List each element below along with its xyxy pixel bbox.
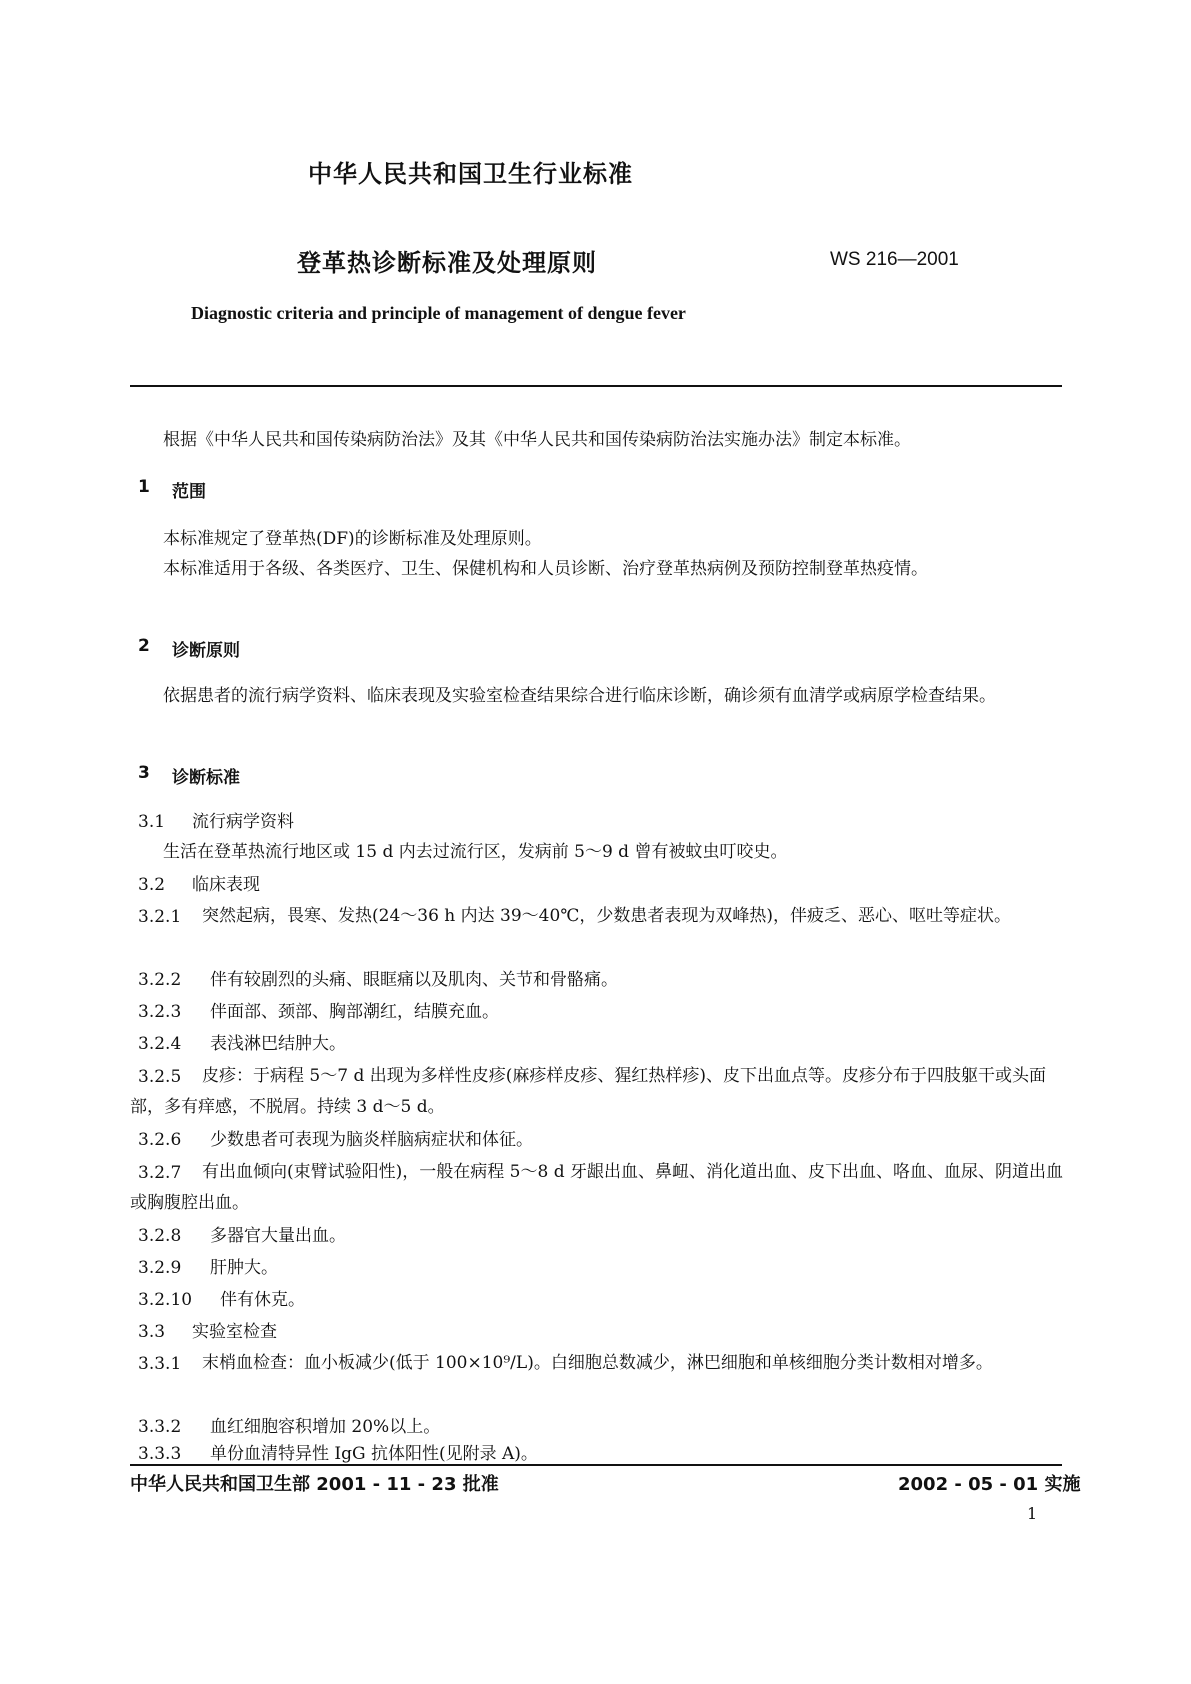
item-number: 3.2.7 <box>138 1163 182 1183</box>
section-1-number: 1 <box>138 477 150 497</box>
header-rule <box>130 385 1062 387</box>
item-text: 有出血倾向(束臂试验阳性)，一般在病程 5～8 d 牙龈出血、鼻衄、消化道出血、皮下出血、咯血、血尿、阴道出血或胸腹腔出血。 <box>130 1162 1063 1213</box>
item-text: 流行病学资料 <box>192 812 294 832</box>
item-text: 多器官大量出血。 <box>210 1226 346 1246</box>
document-title-en: Diagnostic criteria and principle of management of dengue fever <box>191 303 686 323</box>
effective-date: 2002 - 05 - 01 实施 <box>898 1474 1081 1495</box>
section-3-number: 3 <box>138 763 150 783</box>
item-text: 生活在登革热流行地区或 15 d 内去过流行区，发病前 5～9 d 曾有被蚊虫叮咬史。 <box>163 842 788 862</box>
preamble: 根据《中华人民共和国传染病防治法》及其《中华人民共和国传染病防治法实施办法》制定本标准。 <box>163 430 911 450</box>
section-1-paragraph-1: 本标准规定了登革热(DF)的诊断标准及处理原则。 <box>163 529 542 549</box>
item-number: 3.3.1 <box>138 1354 182 1374</box>
standard-type-heading: 中华人民共和国卫生行业标准 <box>308 160 633 188</box>
item-number: 3.2.1 <box>138 907 182 927</box>
item-number: 3.3 <box>138 1322 166 1342</box>
item-text: 临床表现 <box>192 875 260 895</box>
standard-code: WS 216—2001 <box>830 249 959 270</box>
section-2-paragraph-1: 依据患者的流行病学资料、临床表现及实验室检查结果综合进行临床诊断，确诊须有血清学或病原学检查结果。 <box>163 686 996 706</box>
section-3-title: 诊断标准 <box>172 768 240 788</box>
item-number: 3.1 <box>138 812 166 832</box>
approval-line: 中华人民共和国卫生部 2001 - 11 - 23 批准 <box>130 1474 499 1495</box>
item-text: 末梢血检查：血小板减少(低于 100×10⁹/L)。白细胞总数减少，淋巴细胞和单核细胞分类计数相对增多。 <box>202 1353 993 1373</box>
item-number: 3.3.2 <box>138 1417 182 1437</box>
section-2-title: 诊断原则 <box>172 641 240 661</box>
item-number: 3.2.2 <box>138 970 182 990</box>
item-text: 皮疹：于病程 5～7 d 出现为多样性皮疹(麻疹样皮疹、猩红热样疹)、皮下出血点等。皮疹分布于四肢躯干或头面部，多有痒感，不脱屑。持续 3 d～5 d。 <box>130 1066 1046 1117</box>
item-text: 伴有休克。 <box>220 1290 305 1310</box>
item-number: 3.3.3 <box>138 1444 182 1464</box>
item-text: 少数患者可表现为脑炎样脑病症状和体征。 <box>210 1130 533 1150</box>
item-text: 血红细胞容积增加 20%以上。 <box>210 1417 441 1437</box>
section-2-number: 2 <box>138 636 150 656</box>
item-number: 3.2.9 <box>138 1258 182 1278</box>
item-text: 伴面部、颈部、胸部潮红，结膜充血。 <box>210 1002 499 1022</box>
item-text: 伴有较剧烈的头痛、眼眶痛以及肌肉、关节和骨骼痛。 <box>210 970 618 990</box>
document-title-zh: 登革热诊断标准及处理原则 <box>297 249 597 277</box>
item-text: 单份血清特异性 IgG 抗体阳性(见附录 A)。 <box>210 1444 538 1464</box>
item-text: 肝肿大。 <box>210 1258 278 1278</box>
item-number: 3.2 <box>138 875 166 895</box>
item-text: 实验室检查 <box>192 1322 277 1342</box>
footer-rule <box>130 1464 1062 1466</box>
item-number: 3.2.3 <box>138 1002 182 1022</box>
item-text: 突然起病，畏寒、发热(24～36 h 内达 39～40℃，少数患者表现为双峰热)，伴疲乏、恶心、呕吐等症状。 <box>202 906 1011 926</box>
item-number: 3.2.5 <box>138 1067 182 1087</box>
page-number: 1 <box>1027 1504 1038 1523</box>
item-text: 表浅淋巴结肿大。 <box>210 1034 346 1054</box>
section-1-paragraph-2: 本标准适用于各级、各类医疗、卫生、保健机构和人员诊断、治疗登革热病例及预防控制登革热疫情。 <box>163 559 928 579</box>
section-1-title: 范围 <box>172 482 206 502</box>
item-number: 3.2.10 <box>138 1290 193 1310</box>
item-number: 3.2.6 <box>138 1130 182 1150</box>
item-number: 3.2.8 <box>138 1226 182 1246</box>
item-number: 3.2.4 <box>138 1034 182 1054</box>
